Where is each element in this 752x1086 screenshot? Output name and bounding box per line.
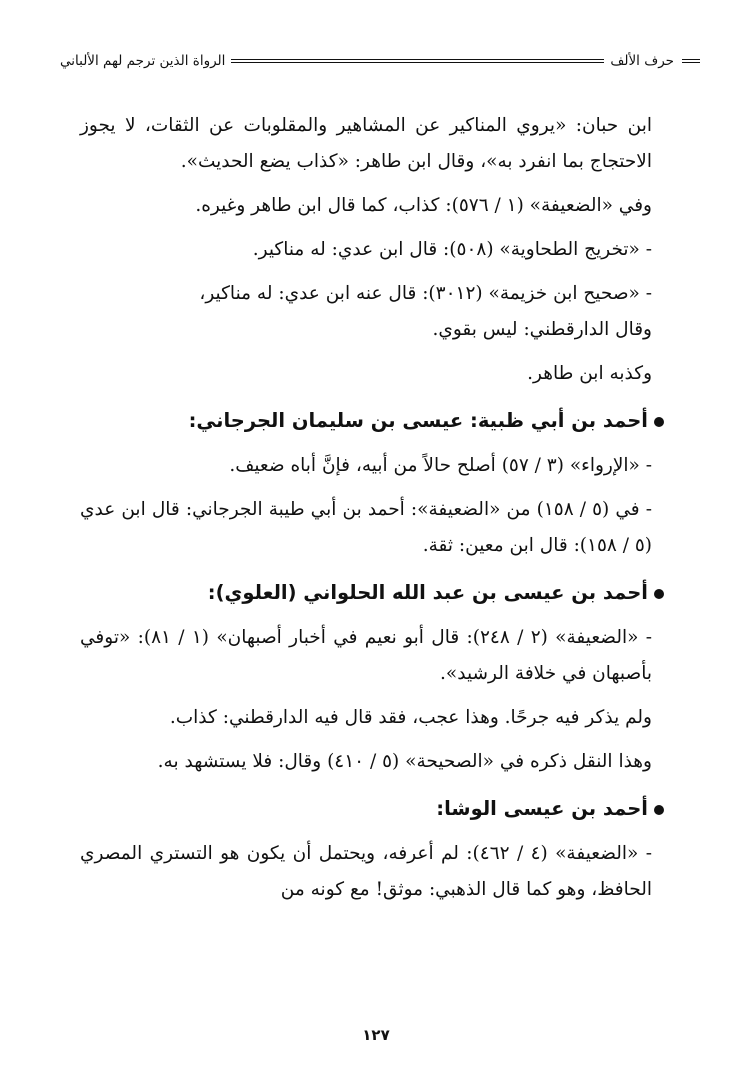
paragraph: - «تخريج الطحاوية» (٥٠٨): قال ابن عدي: له مناكير. [252, 239, 652, 260]
paragraph: وهذا النقل ذكره في «الصحيحة» (٥ / ٤١٠) وقال: فلا يستشهد به. [157, 751, 652, 772]
header-rule [231, 59, 604, 63]
paragraph: - في (٥ / ١٥٨) من «الضعيفة»: أحمد بن أبي طيبة الجرجاني: قال ابن عدي (٥ / ١٥٨): قال ابن معين: ثقة. [80, 499, 652, 556]
paragraph: - «الضعيفة» (٤ / ٤٦٢): لم أعرفه، ويحتمل أن يكون هو التستري المصري الحافظ، وهو كما قال الذهبي: موثق! مع كونه من [80, 843, 652, 900]
header-chapter: حرف الألف [610, 53, 674, 69]
paragraph: وكذبه ابن طاهر. [527, 363, 652, 384]
entry-title: أحمد بن عيسى بن عبد الله الحلواني (العلوي): [207, 581, 648, 604]
bullet-icon [654, 805, 664, 815]
narrator-entry-heading [80, 402, 664, 440]
entry-title: أحمد بن عيسى الوشا: [436, 797, 648, 820]
bullet-icon [654, 589, 664, 599]
paragraph: - «الإرواء» (٣ / ٥٧) أصلح حالاً من أبيه، فإنَّ أباه ضعيف. [229, 455, 652, 476]
header-book-title: الرواة الذين ترجم لهم الألباني [60, 53, 226, 69]
page-body [80, 108, 652, 916]
paragraph: - «الضعيفة» (٢ / ٢٤٨): قال أبو نعيم في أخبار أصبهان» (١ / ٨١): «توفي بأصبهان في خلافة الرشيد». [80, 627, 652, 684]
paragraph: ابن حبان: «يروي المناكير عن المشاهير والمقلوبات عن الثقات، لا يجوز الاحتجاج بما انفرد به»، وقال ابن طاهر: «كذاب يضع الحديث». [80, 115, 652, 172]
paragraph: ولم يذكر فيه جرحًا. وهذا عجب، فقد قال فيه الدارقطني: كذاب. [169, 707, 652, 728]
entry-title: أحمد بن أبي ظبية: عيسى بن سليمان الجرجاني: [188, 409, 648, 432]
header-dash [682, 59, 700, 63]
paragraph: وقال الدارقطني: ليس بقوي. [432, 319, 652, 340]
paragraph: - «صحيح ابن خزيمة» (٣٠١٢): قال عنه ابن عدي: له مناكير، [199, 283, 652, 304]
page-number: ١٢٧ [362, 1026, 390, 1044]
narrator-entry-heading [80, 790, 664, 828]
narrator-entry-heading [80, 574, 664, 612]
bullet-icon [654, 417, 664, 427]
paragraph: وفي «الضعيفة» (١ / ٥٧٦): كذاب، كما قال ابن طاهر وغيره. [195, 195, 652, 216]
running-header [60, 48, 700, 74]
